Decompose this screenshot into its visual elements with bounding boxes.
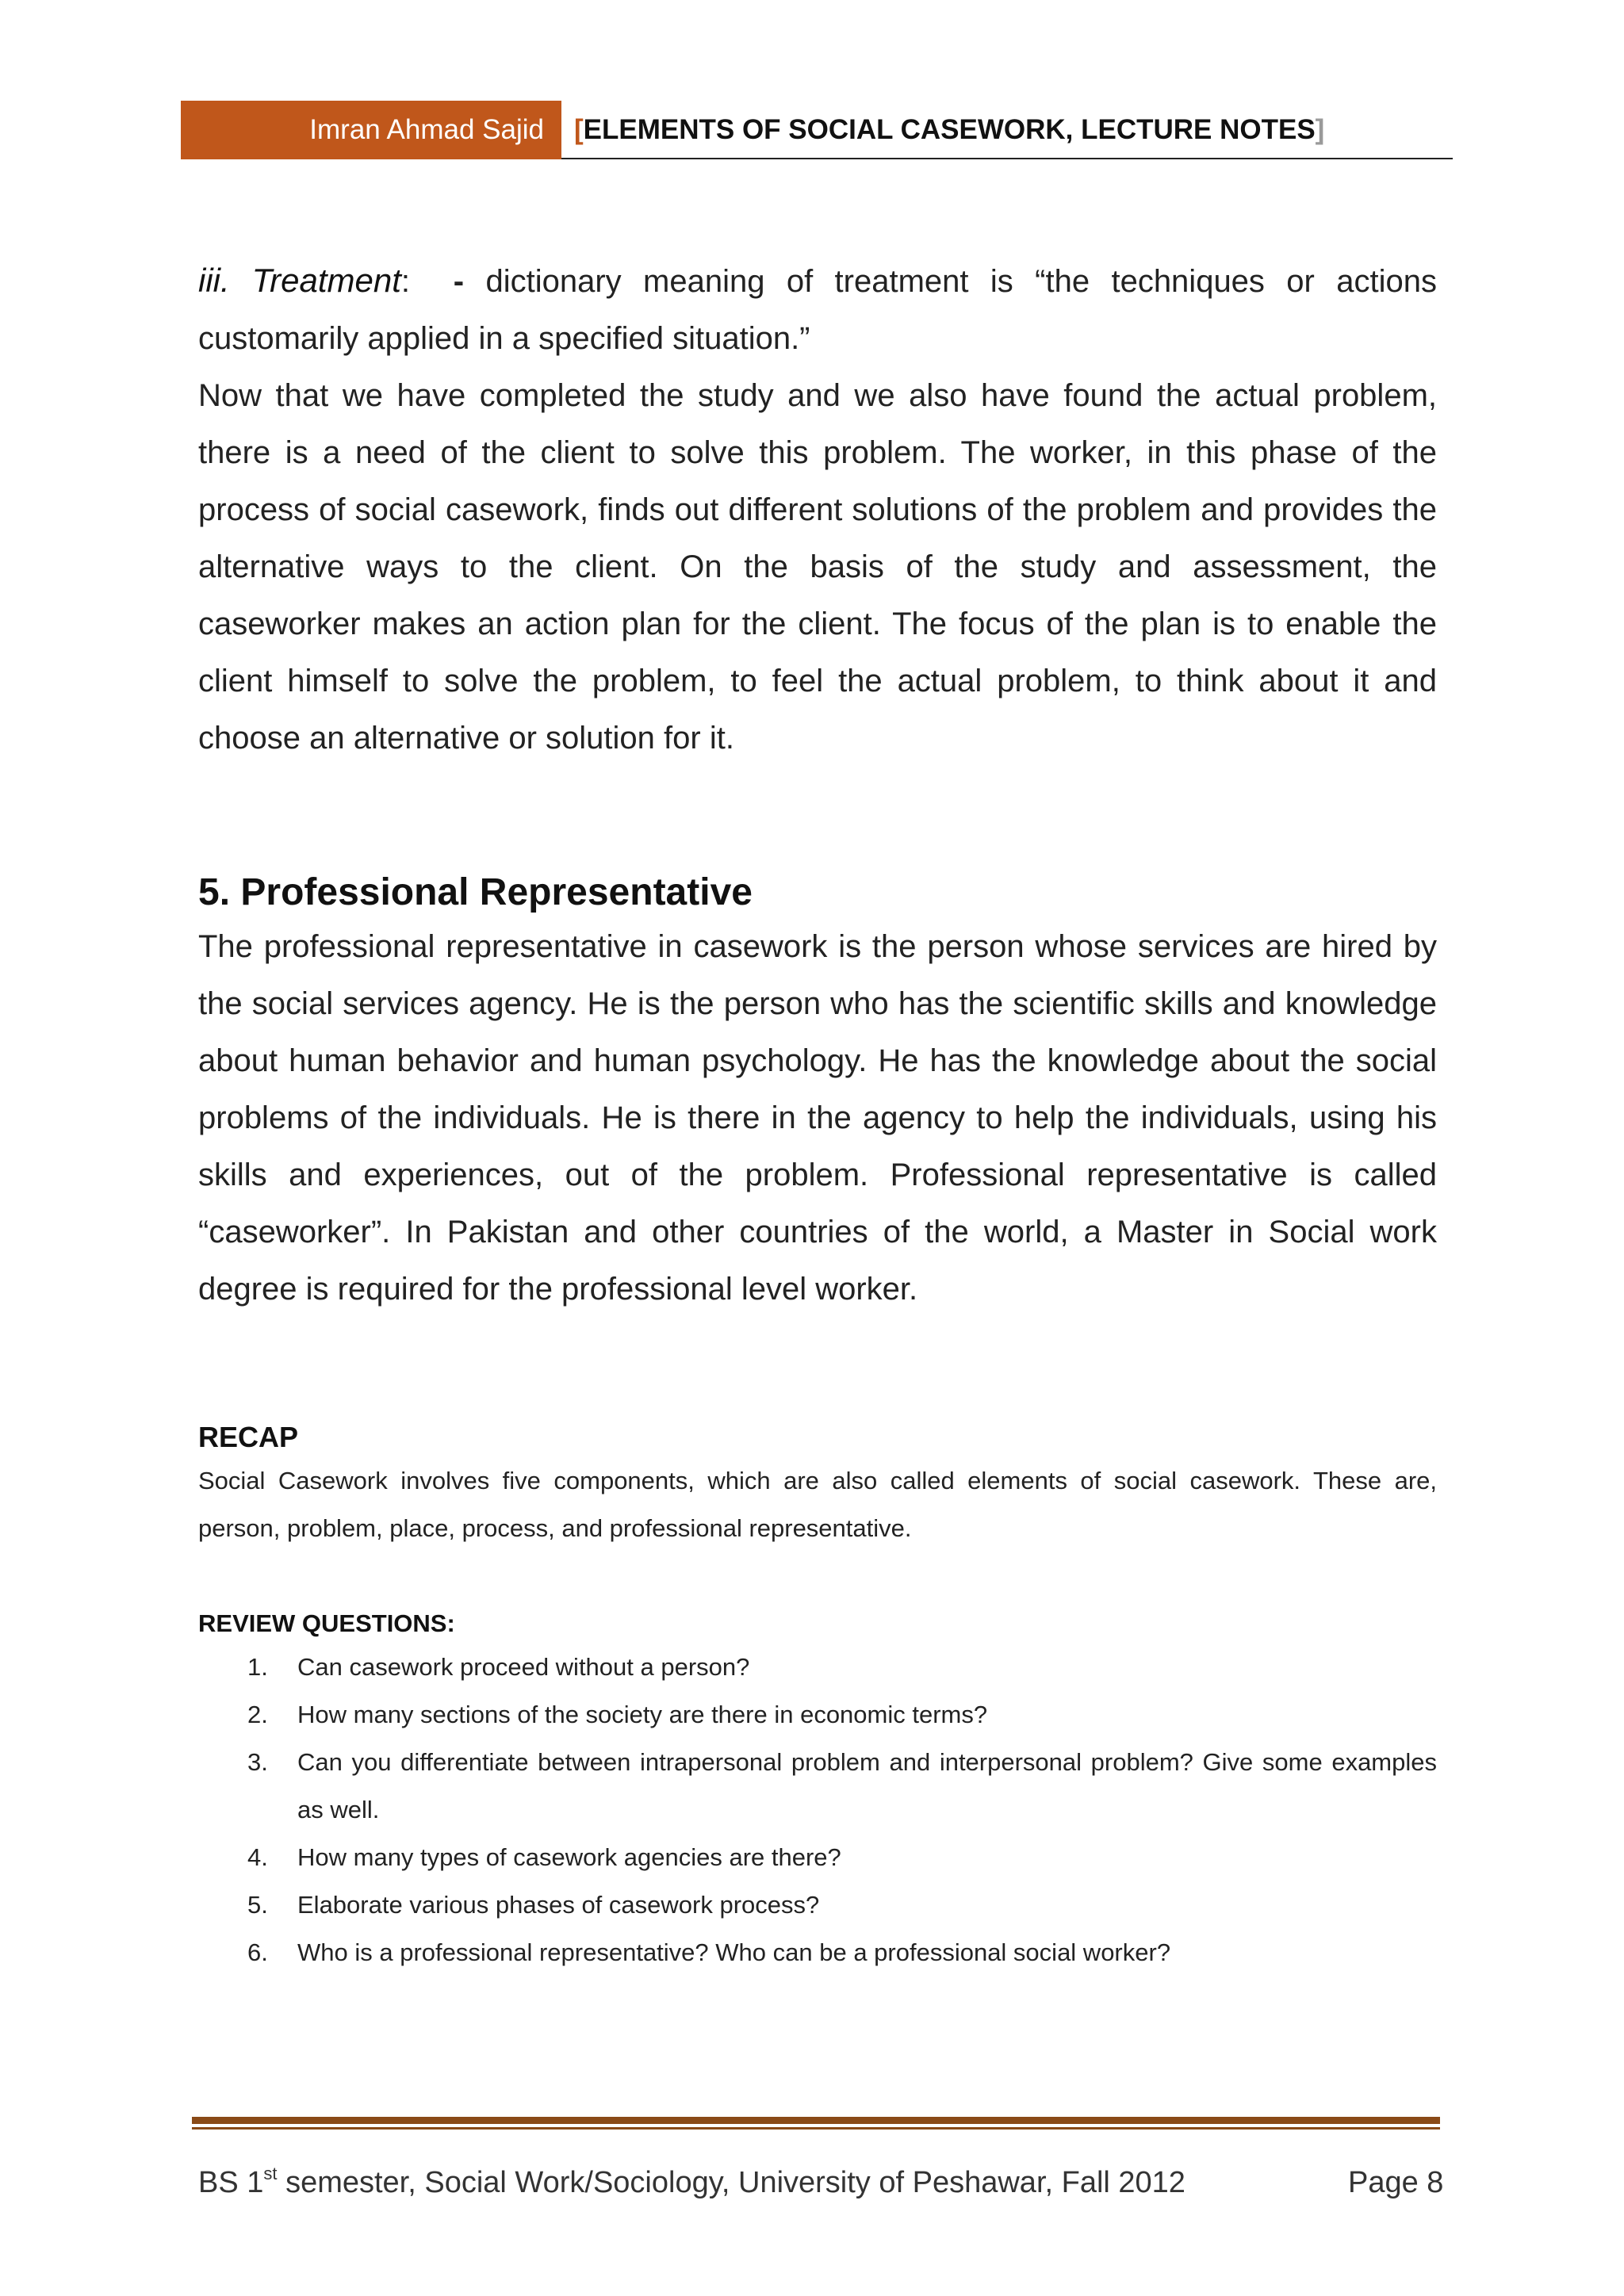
review-question <box>198 1644 1437 1691</box>
question-text: Can casework proceed without a person? <box>297 1653 750 1681</box>
review-section <box>198 1604 1437 1976</box>
treatment-section <box>198 252 1437 767</box>
treatment-definition <box>198 252 1437 367</box>
header-rule <box>561 158 1453 159</box>
header-bracket-close: ] <box>1315 114 1325 145</box>
question-number: 4. <box>247 1843 268 1871</box>
footer-course-suffix: semester, Social Work/Sociology, University of Peshawar, Fall 2012 <box>277 2166 1185 2199</box>
question-text: Who is a professional representative? Who can be a professional social worker? <box>297 1938 1171 1966</box>
footer-page-number: Page 8 <box>1348 2166 1444 2199</box>
header-bracket-open: [ <box>574 114 584 145</box>
section-paragraph: The professional representative in casework is the person whose services are hired by the social services agency. He is the person who has the scientific skills and knowledge about human behavior and human psychology. He has the knowledge about the social problems of the individuals. He is there in the agency to help the individuals, using his skills and experiences, out of the problem. Professional representative is called “caseworker”. In Pakistan and other countries of the world, a Master in Social work degree is required for the professional level worker. <box>198 929 1437 1307</box>
question-text: Can you differentiate between intrapersonal problem and interpersonal problem? Give some examples as well. <box>297 1748 1437 1823</box>
treatment-colon: : <box>400 264 410 299</box>
treatment-dash: - <box>453 264 465 299</box>
review-question <box>198 1881 1437 1929</box>
review-heading: REVIEW QUESTIONS: <box>198 1609 455 1637</box>
section-heading: 5. Professional Representative <box>198 871 753 913</box>
question-number: 1. <box>247 1653 268 1681</box>
recap-text: Social Casework involves five components, which are also called elements of social casework. These are, person, problem, place, process, and professional representative. <box>198 1467 1437 1542</box>
footer-rule <box>192 2117 1440 2124</box>
header-title <box>574 101 1324 159</box>
question-number: 2. <box>247 1701 268 1728</box>
professional-representative-section <box>198 867 1437 1318</box>
header-title-text: ELEMENTS OF SOCIAL CASEWORK, LECTURE NOTES <box>583 114 1316 145</box>
question-text: How many types of casework agencies are there? <box>297 1843 841 1871</box>
question-number: 3. <box>247 1748 268 1776</box>
question-text: How many sections of the society are there in economic terms? <box>297 1701 988 1728</box>
treatment-label: iii. Treatment <box>198 262 401 299</box>
recap-section <box>198 1418 1437 1552</box>
page-header <box>181 101 1453 159</box>
review-question <box>198 1739 1437 1834</box>
review-questions-list <box>198 1644 1437 1976</box>
recap-heading: RECAP <box>198 1421 299 1453</box>
review-question <box>198 1691 1437 1739</box>
review-question <box>198 1834 1437 1881</box>
question-number: 6. <box>247 1938 268 1966</box>
footer-course-sup: st <box>263 2164 278 2183</box>
footer-course-prefix: BS 1 <box>198 2166 264 2199</box>
footer-rule-thin <box>192 2127 1440 2130</box>
header-author: Imran Ahmad Sajid <box>181 101 561 159</box>
treatment-paragraph: Now that we have completed the study and we also have found the actual problem, there is a need of the client to solve this problem. The worker, in this phase of the process of social casework, finds out different solutions of the problem and provides the alternative ways to the client. On the basis of the study and assessment, the caseworker makes an action plan for the client. The focus of the plan is to enable the client himself to solve the problem, to feel the actual problem, to think about it and choose an alternative or solution for it. <box>198 378 1437 756</box>
question-text: Elaborate various phases of casework process? <box>297 1891 820 1919</box>
question-number: 5. <box>247 1891 268 1919</box>
footer-course-info <box>198 2163 1185 2202</box>
review-question <box>198 1929 1437 1976</box>
treatment-definition-text: dictionary meaning of treatment is “the techniques or actions customarily applied in a specified situation.” <box>198 264 1437 356</box>
